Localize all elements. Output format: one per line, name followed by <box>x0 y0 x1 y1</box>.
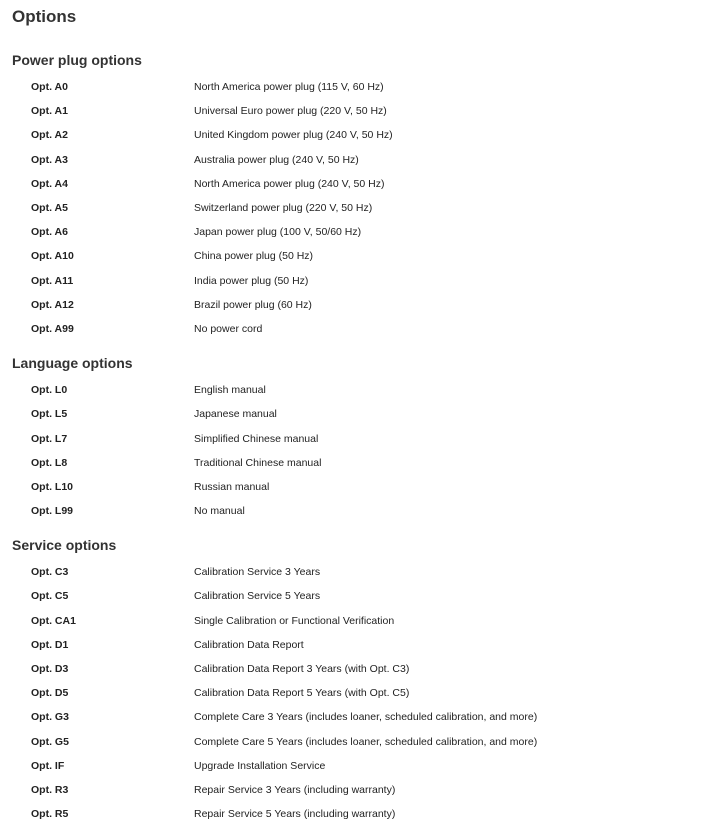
option-code: Opt. IF <box>31 759 65 772</box>
option-code: Opt. D1 <box>31 638 69 651</box>
option-row <box>12 75 705 99</box>
option-code: Opt. L5 <box>31 408 68 421</box>
option-row <box>12 730 705 754</box>
option-row <box>12 451 705 475</box>
option-row <box>12 148 705 172</box>
option-row <box>12 172 705 196</box>
option-description: United Kingdom power plug (240 V, 50 Hz) <box>194 129 393 142</box>
option-description: Simplified Chinese manual <box>194 432 319 445</box>
option-row <box>12 778 705 802</box>
option-code: Opt. D5 <box>31 687 69 700</box>
option-description: No manual <box>194 505 245 518</box>
option-code: Opt. L99 <box>31 505 74 518</box>
option-description: Repair Service 5 Years (including warranty) <box>194 808 396 821</box>
page-title: Options <box>12 7 77 26</box>
option-description: Traditional Chinese manual <box>194 456 322 469</box>
option-row <box>12 802 705 826</box>
option-row <box>12 754 705 778</box>
option-description: Australia power plug (240 V, 50 Hz) <box>194 153 359 166</box>
option-row <box>12 705 705 729</box>
option-code: Opt. A12 <box>31 298 74 311</box>
option-code: Opt. A3 <box>31 153 68 166</box>
option-row <box>12 475 705 499</box>
option-description: Repair Service 3 Years (including warranty) <box>194 783 396 796</box>
option-description: No power cord <box>194 322 263 335</box>
option-description: India power plug (50 Hz) <box>194 274 309 287</box>
option-description: Calibration Data Report 3 Years (with Opt. C3) <box>194 663 410 676</box>
option-row <box>12 499 705 523</box>
option-description: Japan power plug (100 V, 50/60 Hz) <box>194 226 362 239</box>
option-code: Opt. CA1 <box>31 614 76 627</box>
option-code: Opt. C5 <box>31 590 69 603</box>
option-description: Upgrade Installation Service <box>194 759 326 772</box>
option-row <box>12 426 705 450</box>
option-code: Opt. D3 <box>31 663 69 676</box>
option-description: Russian manual <box>194 480 270 493</box>
language-options-section <box>12 354 705 523</box>
option-row <box>12 657 705 681</box>
section-heading: Power plug options <box>12 52 142 68</box>
option-code: Opt. A1 <box>31 105 68 118</box>
option-list <box>12 560 705 826</box>
option-code: Opt. L8 <box>31 456 68 469</box>
option-code: Opt. A10 <box>31 250 74 263</box>
option-row <box>12 584 705 608</box>
option-description: Complete Care 3 Years (includes loaner, scheduled calibration, and more) <box>194 711 538 724</box>
option-description: North America power plug (115 V, 60 Hz) <box>194 81 384 94</box>
option-code: Opt. R5 <box>31 808 69 821</box>
option-code: Opt. G3 <box>31 711 69 724</box>
option-description: Calibration Service 5 Years <box>194 590 321 603</box>
option-description: Complete Care 5 Years (includes loaner, scheduled calibration, and more) <box>194 735 538 748</box>
option-description: Universal Euro power plug (220 V, 50 Hz) <box>194 105 387 118</box>
option-row <box>12 196 705 220</box>
section-heading: Language options <box>12 355 133 372</box>
option-code: Opt. L7 <box>31 432 68 445</box>
option-code: Opt. A6 <box>31 226 68 239</box>
option-description: Calibration Data Report 5 Years (with Opt. C5) <box>194 687 410 700</box>
option-row <box>12 269 705 293</box>
option-description: North America power plug (240 V, 50 Hz) <box>194 177 385 190</box>
option-code: Opt. C3 <box>31 566 69 579</box>
service-options-section <box>12 536 705 826</box>
option-code: Opt. G5 <box>31 735 69 748</box>
option-description: Calibration Service 3 Years <box>194 566 321 579</box>
section-heading: Service options <box>12 537 117 554</box>
option-list <box>12 378 705 523</box>
option-description: Japanese manual <box>194 408 277 421</box>
option-row <box>12 402 705 426</box>
option-description: English manual <box>194 384 266 397</box>
option-row <box>12 123 705 147</box>
option-row <box>12 609 705 633</box>
option-row <box>12 378 705 402</box>
option-code: Opt. A0 <box>31 81 68 94</box>
option-row <box>12 633 705 657</box>
option-code: Opt. A5 <box>31 202 68 215</box>
option-row <box>12 317 705 341</box>
option-code: Opt. A4 <box>31 177 68 190</box>
option-code: Opt. A99 <box>31 322 74 335</box>
option-description: Brazil power plug (60 Hz) <box>194 298 312 311</box>
option-description: China power plug (50 Hz) <box>194 250 314 263</box>
option-row <box>12 99 705 123</box>
option-row <box>12 220 705 244</box>
option-code: Opt. L10 <box>31 480 74 493</box>
option-row <box>12 560 705 584</box>
power-plug-options-section <box>12 51 705 341</box>
option-row <box>12 293 705 317</box>
option-description: Calibration Data Report <box>194 638 304 651</box>
option-row <box>12 681 705 705</box>
option-code: Opt. R3 <box>31 783 69 796</box>
option-code: Opt. A11 <box>31 274 74 287</box>
option-description: Switzerland power plug (220 V, 50 Hz) <box>194 202 373 215</box>
option-description: Single Calibration or Functional Verification <box>194 614 395 627</box>
option-list <box>12 75 705 341</box>
option-code: Opt. L0 <box>31 384 68 397</box>
option-code: Opt. A2 <box>31 129 68 142</box>
option-row <box>12 244 705 268</box>
